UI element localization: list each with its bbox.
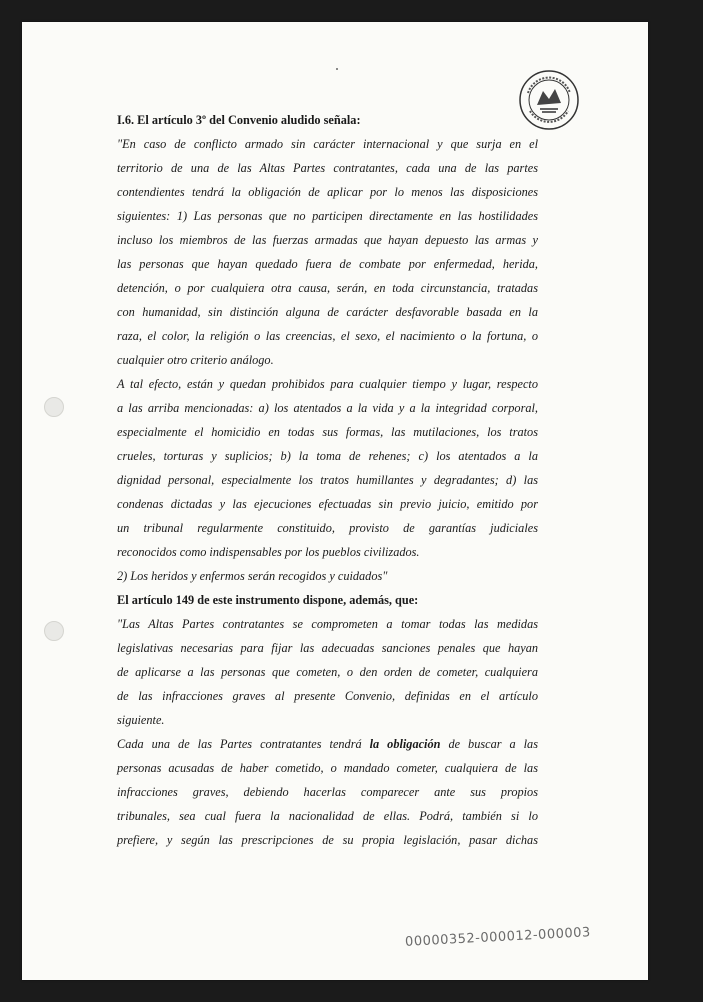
paragraph-line: crueles, torturas y suplicios; b) la toma de rehenes; c) los atentados a la <box>117 449 538 463</box>
paragraph-line: legislativas necesarias para fijar las adecuadas sanciones penales que hayan <box>117 641 538 655</box>
punch-hole-upper <box>44 397 64 417</box>
paragraph-line: A tal efecto, están y quedan prohibidos para cualquier tiempo y lugar, respecto <box>117 377 538 391</box>
emphasized-text: la obligación <box>369 737 441 751</box>
paragraph-line: reconocidos como indispensables por los pueblos civilizados. <box>117 545 420 559</box>
paragraph-line: de las infracciones graves al presente Convenio, definidas en el artículo <box>117 689 538 703</box>
paragraph-line: siguientes: 1) Las personas que no participen directamente en las hostilidades <box>117 209 538 223</box>
paragraph-line: de aplicarse a las personas que cometen, o den orden de cometer, cualquiera <box>117 665 538 679</box>
last-paragraph <box>117 756 538 852</box>
paragraph-line: 2) Los heridos y enfermos serán recogidos y cuidados" <box>117 569 388 583</box>
article-3-quote <box>117 132 538 588</box>
article-149-heading: El artículo 149 de este instrumento dispone, además, que: <box>117 593 419 607</box>
paragraph-line: siguiente. <box>117 713 165 727</box>
paragraph-line: a las arriba mencionadas: a) los atentados a la vida y a la integridad corporal, <box>117 401 538 415</box>
paragraph-line: un tribunal regularmente constituido, provisto de garantías judiciales <box>117 521 538 535</box>
paragraph-line: prefiere, y según las prescripciones de su propia legislación, pasar dichas <box>117 833 538 847</box>
document-body <box>117 108 538 852</box>
paragraph-line: condenas dictadas y las ejecuciones efectuadas sin previo juicio, emitido por <box>117 497 538 511</box>
article-149-quote <box>117 612 538 732</box>
paragraph-line: contendientes tendrá la obligación de aplicar por lo menos las disposiciones <box>117 185 538 199</box>
paragraph-line: especialmente el homicidio en todas sus formas, las mutilaciones, los tratos <box>117 425 538 439</box>
paragraph-line: detención, o por cualquiera otra causa, serán, en toda circunstancia, tratadas <box>117 281 538 295</box>
paragraph-line: las personas que hayan quedado fuera de combate por enfermedad, herida, <box>117 257 538 271</box>
document-page <box>22 22 648 980</box>
paragraph-line: "En caso de conflicto armado sin carácter internacional y que surja en el <box>117 137 538 151</box>
paragraph-line: infracciones graves, debiendo hacerlas comparecer ante sus propios <box>117 785 538 799</box>
paragraph-line: cualquier otro criterio análogo. <box>117 353 274 367</box>
text-run: de buscar a las <box>440 737 538 751</box>
paragraph-line: incluso los miembros de las fuerzas armadas que hayan depuesto las armas y <box>117 233 538 247</box>
paragraph-line: personas acusadas de haber cometido, o mandado cometer, cualquiera de las <box>117 761 538 775</box>
paragraph-line: raza, el color, la religión o las creencias, el sexo, el nacimiento o la fortuna, o <box>117 329 538 343</box>
speck <box>336 68 338 70</box>
punch-hole-lower <box>44 621 64 641</box>
paragraph-line <box>117 732 538 756</box>
section-heading: I.6. El artículo 3º del Convenio aludido señala: <box>117 113 361 127</box>
paragraph-line: con humanidad, sin distinción alguna de carácter desfavorable basada en la <box>117 305 538 319</box>
paragraph-line: territorio de una de las Altas Partes contratantes, cada una de las partes <box>117 161 538 175</box>
paragraph-line: "Las Altas Partes contratantes se comprometen a tomar todas las medidas <box>117 617 538 631</box>
paragraph-line: tribunales, sea cual fuera la nacionalidad de ellas. Podrá, también si lo <box>117 809 538 823</box>
paragraph-line: dignidad personal, especialmente los tratos humillantes y degradantes; d) las <box>117 473 538 487</box>
text-run: Cada una de las Partes contratantes tendrá <box>117 737 370 751</box>
handwritten-document-number: 00000352-000012-000003 <box>404 925 592 950</box>
